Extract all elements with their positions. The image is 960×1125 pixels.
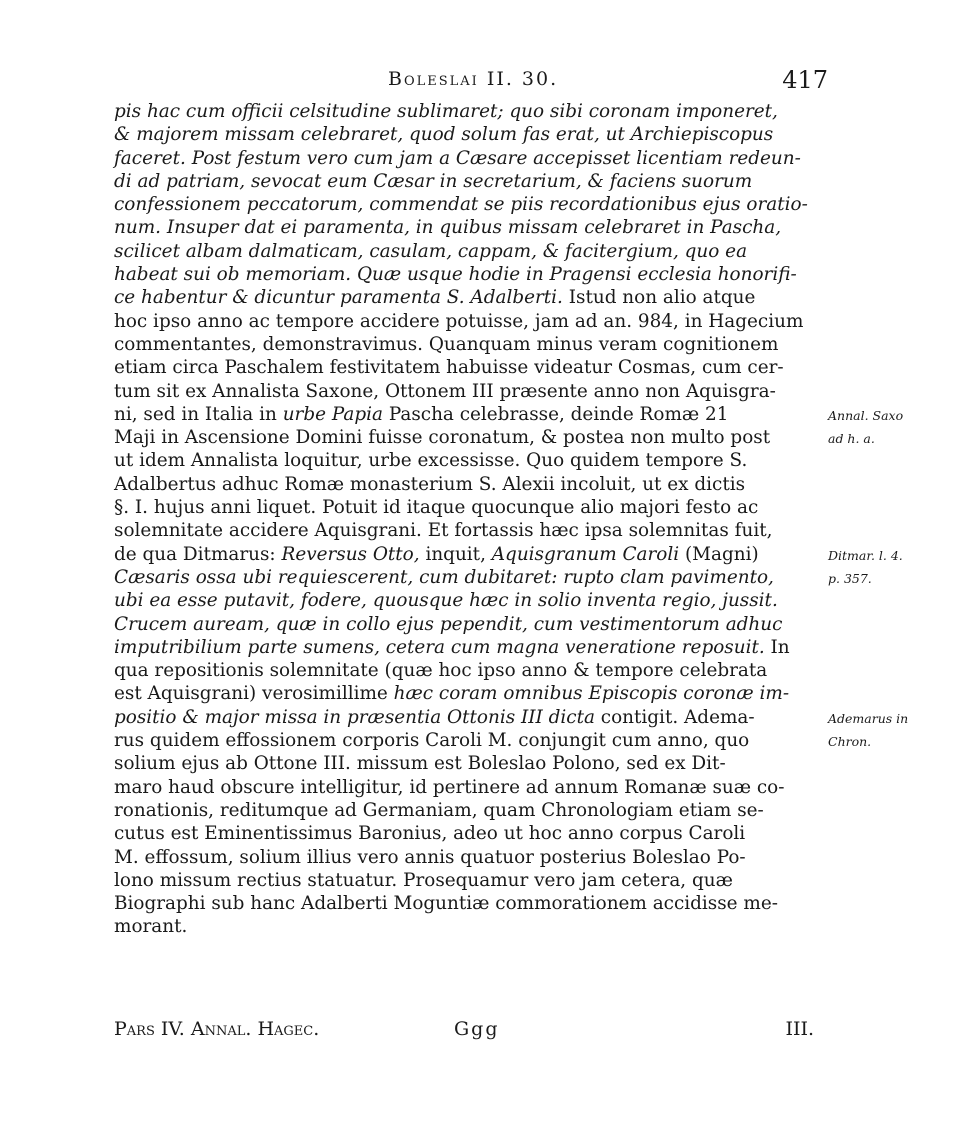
text-segment: inquit, (419, 543, 492, 565)
text-segment: de qua Ditmarus: (114, 543, 282, 565)
text-segment: urbe Papia (282, 403, 383, 425)
text-line: ubi ea esse putavit, fodere, quousque hæc in solio inventa regio, jussit. (114, 590, 778, 612)
text-line: ronationis, reditumque ad Germaniam, quam Chronologiam etiam se- (114, 799, 764, 821)
text-segment: hæc coram omnibus Episcopis coronæ im- (393, 683, 790, 705)
margin-note: p. 357. (828, 571, 872, 586)
text-line: scilicet albam dalmaticam, casulam, cappam, & facitergium, quo ea (114, 240, 748, 262)
text-segment: In (764, 636, 790, 658)
text-line: solium ejus ab Ottone III. missum est Boleslao Polono, sed ex Dit- (114, 753, 726, 775)
text-line: lono missum rectius statuatur. Prosequamur vero jam cetera, quæ (114, 869, 733, 891)
sheet-mark: Ggg (454, 1018, 500, 1040)
text-segment: ni, sed in Italia in (114, 403, 283, 425)
text-segment: Pascha celebrasse, deinde Romæ 21 (382, 403, 729, 425)
text-line: num. Insuper dat ei paramenta, in quibus missam celebraret in Pascha, (114, 217, 782, 239)
signature-line: Pars IV. Annal. Hagec. (114, 1018, 320, 1040)
text-line: hoc ipso anno ac tempore accidere potuisse, jam ad an. 984, in Hagecium (114, 310, 804, 332)
text-line: §. I. hujus anni liquet. Potuit id itaque quocunque alio majori festo ac (114, 497, 759, 519)
page-footer (114, 1018, 826, 1048)
text-line (114, 636, 826, 659)
text-segment: ce habentur & dicuntur paramenta S. Adalberti. (114, 287, 563, 309)
text-line: habeat sui ob memoriam. Quæ usque hodie in Pragensi ecclesia honorifi- (114, 264, 797, 286)
margin-note: Ditmar. l. 4. (828, 547, 903, 563)
text-line: M. effossum, solium illius vero annis quatuor posterius Boleslao Po- (114, 846, 746, 868)
margin-note: Chron. (828, 734, 872, 750)
text-line: Maji in Ascensione Domini fuisse coronatum, & postea non multo post (114, 427, 771, 449)
text-line (114, 706, 826, 729)
text-segment: Istud non alio atque (562, 287, 756, 309)
text-line: maro haud obscure intelligitur, id pertinere ad annum Romanæ suæ co- (114, 776, 785, 798)
running-head: Boleslai II. 30. (388, 68, 559, 90)
text-line: rus quidem effossionem corporis Caroli M. conjungit cum anno, quo (114, 730, 750, 752)
page-number: 417 (782, 66, 828, 94)
text-line (114, 403, 826, 426)
text-line: cutus est Eminentissimus Baronius, adeo ut hoc anno corpus Caroli (114, 823, 746, 845)
text-segment: imputribilium parte sumens, cetera cum magna veneratione reposuit. (114, 636, 765, 658)
text-line: di ad patriam, sevocat eum Cæsar in secretarium, & faciens suorum (114, 170, 753, 192)
text-line: Crucem auream, quæ in collo ejus pependit, cum vestimentorum adhuc (114, 613, 783, 635)
text-line: Cæsaris ossa ubi requiescerent, cum dubitaret: rupto clam pavimento, (114, 566, 774, 588)
text-line: Biographi sub hanc Adalberti Moguntiæ commorationem accidisse me- (114, 893, 778, 915)
text-line: solemnitate accidere Aquisgrani. Et fortassis hæc ipsa solemnitas fuit, (114, 520, 773, 542)
text-segment: Aquisgranum Caroli (491, 543, 680, 565)
margin-note: ad h. a. (828, 431, 875, 447)
margin-note: Annal. Saxo (828, 407, 904, 423)
text-line: commentantes, demonstravimus. Quanquam minus veram cognitionem (114, 333, 779, 355)
text-line: qua repositionis solemnitate (quæ hoc ipso anno & tempore celebrata (114, 660, 768, 682)
text-line: etiam circa Paschalem festivitatem habuisse videatur Cosmas, cum cer- (114, 357, 784, 379)
text-line: pis hac cum officii celsitudine sublimaret; quo sibi coronam imponeret, (114, 101, 778, 122)
text-segment: contigit. Adema- (594, 706, 755, 728)
text-line: morant. (114, 916, 188, 938)
text-line (114, 682, 826, 705)
text-line: & majorem missam celebraret, quod solum fas erat, ut Archiepiscopus (114, 124, 774, 146)
text-line: confessionem peccatorum, commendat se piis recordationibus ejus oratio- (114, 194, 808, 216)
margin-note: Ademarus in (828, 710, 909, 726)
text-line (114, 543, 826, 566)
text-segment: Reversus Otto, (281, 543, 420, 565)
text-segment: (Magni) (679, 543, 759, 565)
text-segment: est Aquisgrani) verosimillime (114, 683, 394, 705)
catchword: III. (785, 1018, 814, 1040)
page-header (118, 62, 828, 96)
text-line: Adalbertus adhuc Romæ monasterium S. Alexii incoluit, ut ex dictis (114, 473, 746, 495)
text-line: faceret. Post festum vero cum jam a Cæsare accepisset licentiam redeun- (114, 147, 801, 169)
text-line: ut idem Annalista loquitur, urbe excessisse. Quo quidem tempore S. (114, 450, 748, 472)
text-segment: positio & major missa in præsentia Ottonis III dicta (114, 706, 595, 728)
text-line: tum sit ex Annalista Saxone, Ottonem III præsente anno non Aquisgra- (114, 380, 776, 402)
text-line (114, 286, 826, 309)
body-text (114, 100, 826, 939)
